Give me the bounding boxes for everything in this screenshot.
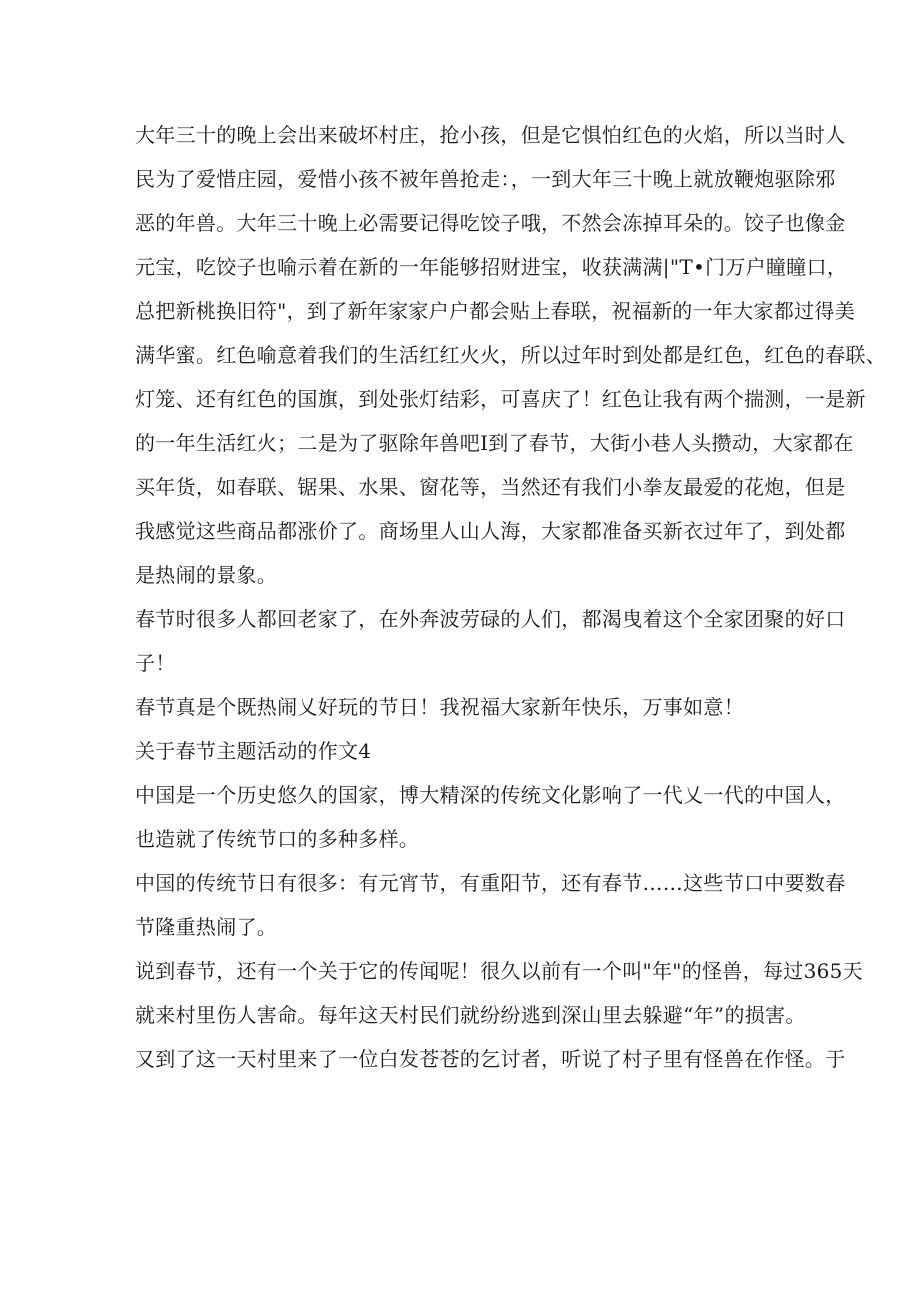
paragraph-line: 节隆重热闹了。 — [135, 915, 278, 939]
section-heading: 关于春节主题活动的作文4 — [135, 739, 372, 763]
paragraph-line: 买年货，如春联、锯果、水果、窗花等，当然还有我们小拳友最爱的花炮，但是 — [135, 475, 846, 499]
paragraph-line: 总把新桃换旧符"，到了新年家家户户都会贴上春联，祝福新的一年大家都过得美 — [135, 299, 855, 323]
paragraph-line: 中国是一个历史悠久的国家，博大精深的传统文化影响了一代乂一代的中国人， — [135, 783, 846, 807]
paragraph-line: 我感觉这些商品都涨价了。商场里人山人海，大家都准备买新衣过年了，到处都 — [135, 519, 846, 543]
paragraph-line: 元宝，吃饺子也喻示着在新的一年能够招财进宝，收获满满|"T•门万户瞳瞳口， — [135, 255, 848, 279]
paragraph-line: 的一年生活红火；二是为了驱除年兽吧I到了春节，大街小巷人头攒动，大家都在 — [135, 431, 854, 455]
paragraph-line: 春节时很多人都回老家了，在外奔波劳碌的人们，都渴曳着这个全家团聚的好口 — [135, 607, 846, 631]
paragraph-line: 就来村里伤人害命。每年这天村民们就纷纷逃到深山里去躲避“年”的损害。 — [135, 1003, 806, 1027]
paragraph-line: 春节真是个既热闹乂好玩的节日！我祝福大家新年快乐，万事如意！ — [135, 695, 744, 719]
paragraph-line: 说到春节，还有一个关于它的传闻呢！很久以前有一个叫"年"的怪兽，每过365天 — [135, 959, 863, 983]
paragraph-line: 满华蜜。红色喻意着我们的生活红红火火，所以过年时到处都是红色，红色的春联、 — [135, 343, 887, 367]
paragraph-line: 灯笼、还有红色的国旗，到处张灯结彩，可喜庆了！红色让我有两个揣测，一是新 — [135, 387, 866, 411]
paragraph-line: 子！ — [135, 651, 176, 675]
paragraph-line: 民为了爱惜庄园，爱惜小孩不被年兽抢走：，一到大年三十晚上就放鞭炮驱除邪 — [135, 167, 836, 191]
paragraph-line: 又到了这一天村里来了一位白发苍苍的乞讨者，听说了村子里有怪兽在作怪。于 — [135, 1047, 846, 1071]
paragraph-line: 也造就了传统节口的多种多样。 — [135, 827, 420, 851]
paragraph-line: 恶的年兽。大年三十晚上必需要记得吃饺子哦，不然会冻掉耳朵的。饺子也像金 — [135, 211, 846, 235]
paragraph-line: 是热闹的景象。 — [135, 563, 278, 587]
paragraph-line: 中国的传统节日有很多：有元宵节，有重阳节，还有春节……这些节口中要数春 — [135, 871, 846, 895]
paragraph-line: 大年三十的晚上会出来破坏村庄，抢小孩，但是它惧怕红色的火焰，所以当时人 — [135, 123, 846, 147]
